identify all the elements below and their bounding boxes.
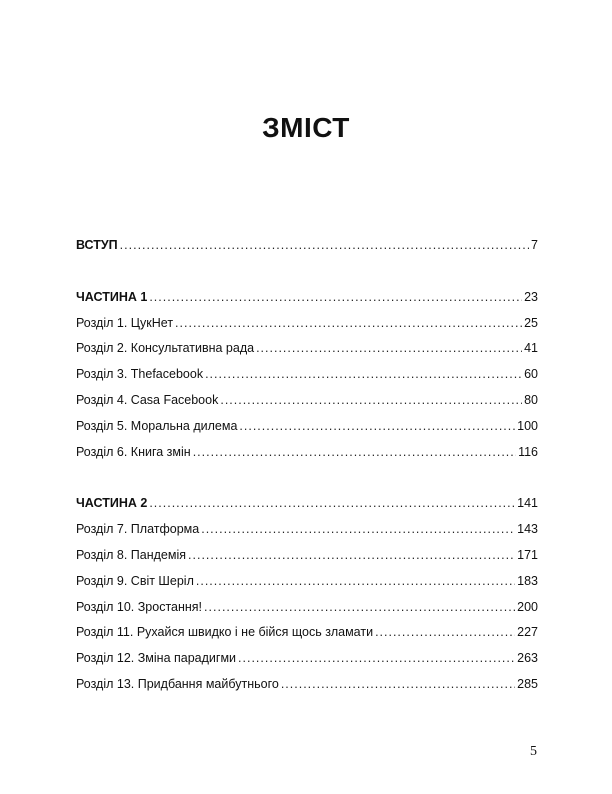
toc-chapter-page: 100 (517, 418, 538, 433)
dot-leader (149, 290, 522, 304)
page-number: 5 (530, 744, 537, 759)
dot-leader (149, 496, 515, 510)
dot-leader (239, 419, 515, 433)
toc-chapter-page: 143 (517, 522, 538, 537)
dot-leader (281, 677, 515, 691)
toc-chapter-page: 41 (524, 341, 538, 356)
toc-chapter-label: Розділ 2. Консультативна рада (76, 341, 255, 356)
toc-chapter-9[interactable] (76, 574, 538, 600)
toc-chapter-label: Розділ 11. Рухайся швидко і не бійся щось зламати (76, 625, 374, 640)
dot-leader (204, 600, 515, 614)
toc-chapter-3[interactable] (76, 367, 538, 393)
toc-part-2[interactable] (76, 496, 538, 522)
toc-chapter-label: Розділ 5. Моральна дилема (76, 418, 238, 433)
table-of-contents (76, 238, 538, 703)
toc-part-1[interactable] (76, 290, 538, 316)
toc-part-label: ЧАСТИНА 1 (76, 289, 148, 304)
toc-chapter-label: Розділ 4. Casa Facebook (76, 392, 219, 407)
toc-chapter-11[interactable] (76, 625, 538, 651)
toc-chapter-page: 116 (518, 444, 538, 459)
toc-chapter-label: Розділ 8. Пандемія (76, 547, 187, 562)
dot-leader (120, 238, 529, 252)
toc-chapter-page: 25 (524, 315, 538, 330)
dot-leader (193, 445, 516, 459)
toc-chapter-label: Розділ 7. Платформа (76, 522, 200, 537)
toc-chapter-4[interactable] (76, 393, 538, 419)
toc-part-page: 23 (524, 289, 538, 304)
toc-chapter-label: Розділ 1. ЦукНет (76, 315, 174, 330)
toc-chapter-13[interactable] (76, 677, 538, 703)
toc-chapter-label: Розділ 13. Придбання майбутнього (76, 676, 279, 691)
toc-part-page: 141 (517, 496, 538, 511)
toc-chapter-1[interactable] (76, 316, 538, 342)
dot-leader (196, 574, 515, 588)
dot-leader (238, 651, 515, 665)
toc-chapter-page: 171 (517, 547, 538, 562)
toc-chapter-page: 263 (517, 651, 538, 666)
toc-chapter-12[interactable] (76, 651, 538, 677)
toc-chapter-7[interactable] (76, 522, 538, 548)
toc-entry-page: 7 (531, 238, 538, 252)
toc-chapter-label: Розділ 3. Thefacebook (76, 367, 204, 382)
dot-leader (188, 548, 515, 562)
toc-chapter-page: 227 (517, 625, 538, 640)
dot-leader (201, 522, 515, 536)
toc-chapter-label: Розділ 6. Книга змін (76, 444, 191, 459)
toc-chapter-2[interactable] (76, 341, 538, 367)
page-title: ЗМІСТ (262, 112, 350, 143)
toc-chapter-label: Розділ 12. Зміна парадигми (76, 651, 237, 666)
toc-chapter-8[interactable] (76, 548, 538, 574)
toc-chapter-page: 183 (517, 573, 538, 588)
toc-entry-label: ВСТУП (76, 238, 118, 252)
toc-chapter-page: 60 (524, 367, 538, 382)
toc-chapter-10[interactable] (76, 600, 538, 626)
toc-chapter-label: Розділ 9. Світ Шеріл (76, 573, 194, 588)
toc-chapter-label: Розділ 10. Зростання! (76, 599, 203, 614)
dot-leader (175, 316, 522, 330)
toc-chapter-6[interactable] (76, 445, 538, 471)
dot-leader (375, 625, 515, 639)
toc-chapter-page: 285 (517, 676, 538, 691)
dot-leader (256, 341, 522, 355)
toc-part-label: ЧАСТИНА 2 (76, 496, 148, 511)
dot-leader (220, 393, 522, 407)
dot-leader (205, 367, 522, 381)
toc-chapter-page: 80 (524, 392, 538, 407)
toc-entry-intro[interactable] (76, 238, 538, 264)
toc-chapter-page: 200 (517, 599, 538, 614)
toc-chapter-5[interactable] (76, 419, 538, 445)
